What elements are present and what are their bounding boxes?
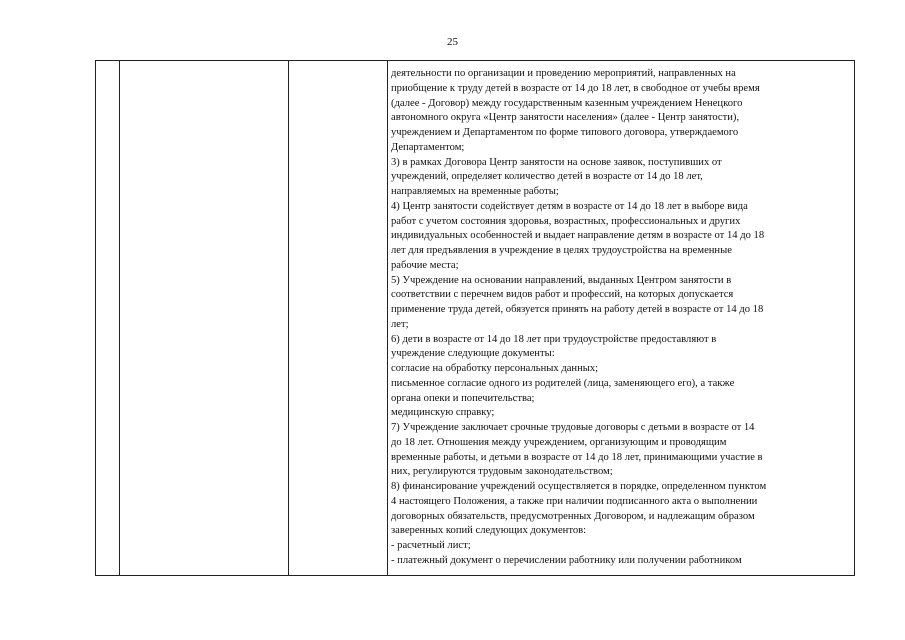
text-line: автономного округа «Центр занятости населения» (далее - Центр занятости), bbox=[391, 112, 740, 124]
text-line: учреждений, определяет количество детей в возрасте от 14 до 18 лет, bbox=[391, 171, 703, 183]
text-line: согласие на обработку персональных данных; bbox=[391, 363, 599, 374]
text-line: индивидуальных особенностей и выдает направление детям в возрасте от 14 до 18 bbox=[391, 230, 765, 242]
text-line: 3) в рамках Договора Центр занятости на основе заявок, поступивших от bbox=[391, 156, 722, 168]
text-line: письменное согласие одного из родителей (лица, заменяющего его), а также bbox=[391, 377, 735, 389]
text-line: них, регулируются трудовым законодательством; bbox=[391, 466, 613, 478]
text-line: органа опеки и попечительства; bbox=[391, 392, 535, 404]
text-line: - платежный документ о перечислении работнику или получении работником bbox=[391, 554, 742, 566]
text-line: медицинскую справку; bbox=[391, 407, 495, 419]
text-line: соответствии с перечнем видов работ и профессий, на которых допускается bbox=[391, 289, 734, 301]
text-line: 5) Учреждение на основании направлений, выданных Центром занятости в bbox=[391, 274, 732, 286]
text-line: деятельности по организации и проведению мероприятий, направленных на bbox=[391, 68, 736, 79]
text-line: 4 настоящего Положения, а также при наличии подписанного акта о выполнении bbox=[391, 495, 758, 507]
document-table bbox=[95, 60, 855, 576]
text-line: рабочие места; bbox=[391, 259, 459, 271]
text-line: лет для предъявления в учреждение в целях трудоустройства на временные bbox=[391, 245, 732, 256]
text-line: 7) Учреждение заключает срочные трудовые договоры с детьми в возрасте от 14 bbox=[391, 422, 755, 433]
text-line: Департаментом; bbox=[391, 141, 465, 153]
text-line: договорных обязательств, предусмотренных Договором, и надлежащим образом bbox=[391, 510, 755, 522]
text-line: направляемых на временные работы; bbox=[391, 186, 559, 197]
text-line: до 18 лет. Отношения между учреждением, организующим и проводящим bbox=[391, 436, 727, 448]
table-cell-text bbox=[391, 67, 849, 569]
text-line: 4) Центр занятости содействует детям в возрасте от 14 до 18 лет в выборе вида bbox=[391, 200, 748, 212]
text-line: (далее - Договор) между государственным казенным учреждением Ненецкого bbox=[391, 97, 743, 109]
text-line: - расчетный лист; bbox=[391, 540, 471, 551]
text-line: временные работы, и детьми в возрасте от 14 до 18 лет, принимающими участие в bbox=[391, 451, 763, 463]
text-line: 8) финансирование учреждений осуществляется в порядке, определенном пунктом bbox=[391, 481, 767, 492]
column-divider-3 bbox=[387, 61, 388, 575]
column-divider-1 bbox=[119, 61, 120, 575]
text-line: учреждение следующие документы: bbox=[391, 348, 555, 360]
text-line: приобщение к труду детей в возрасте от 14 до 18 лет, в свободное от учебы время bbox=[391, 82, 760, 94]
text-line: применение труда детей, обязуется принять на работу детей в возрасте от 14 до 18 bbox=[391, 304, 764, 315]
text-line: работ с учетом состояния здоровья, возрастных, профессиональных и других bbox=[391, 215, 741, 227]
text-line: лет; bbox=[391, 318, 409, 330]
column-divider-2 bbox=[288, 61, 289, 575]
page-number: 25 bbox=[447, 36, 458, 48]
text-line: 6) дети в возрасте от 14 до 18 лет при трудоустройстве предоставляют в bbox=[391, 333, 717, 345]
text-line: заверенных копий следующих документов: bbox=[391, 525, 587, 537]
text-line: учреждением и Департаментом по форме типового договора, утверждаемого bbox=[391, 127, 739, 138]
